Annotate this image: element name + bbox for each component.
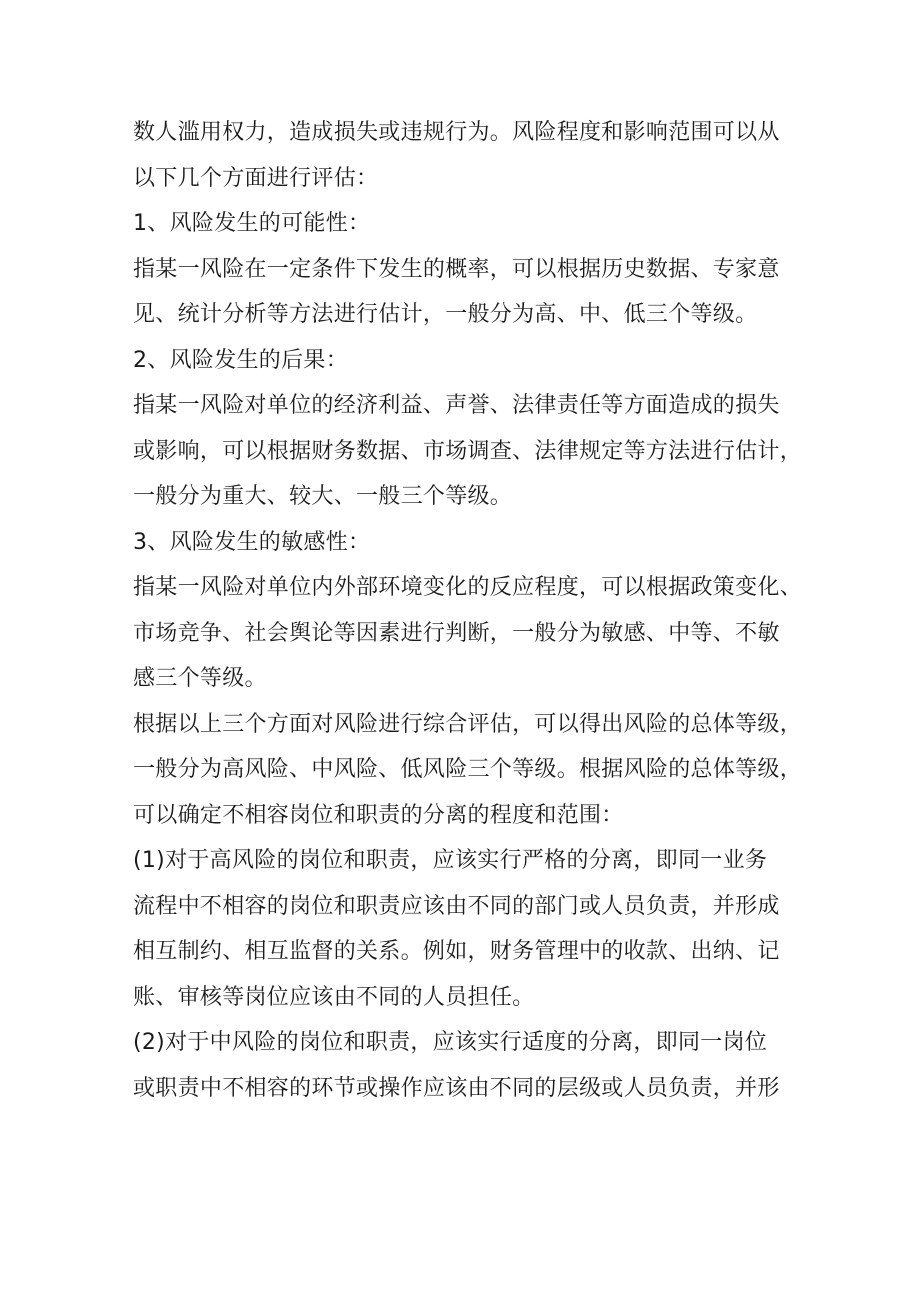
body-line: 流程中不相容的岗位和职责应该由不同的部门或人员负责，并形成 [133, 893, 780, 919]
body-line: 数人滥用权力，造成损失或违规行为。风险程度和影响范围可以从 [133, 120, 780, 145]
body-line: 以下几个方面进行评估： [133, 165, 379, 191]
body-line: 市场竞争、社会舆论等因素进行判断，一般分为敏感、中等、不敏 [133, 620, 780, 646]
body-line: 一般分为重大、较大、一般三个等级。 [133, 484, 513, 509]
body-line: 相互制约、相互监督的关系。例如，财务管理中的收款、出纳、记 [133, 939, 780, 964]
list-item-1: (1)对于高风险的岗位和职责，应该实行严格的分离，即同一业务 [133, 848, 768, 873]
section-heading-1: 1、风险发生的可能性： [133, 211, 371, 236]
section-heading-2: 2、风险发生的后果： [133, 347, 348, 373]
body-line: 或职责中不相容的环节或操作应该由不同的层级或人员负责，并形 [133, 1075, 780, 1101]
body-line: 可以确定不相容岗位和职责的分离的程度和范围： [133, 802, 624, 828]
list-item-2: (2)对于中风险的岗位和职责，应该实行适度的分离，即同一岗位 [133, 1030, 768, 1055]
document-body [133, 110, 813, 1111]
body-line: 指某一风险对单位的经济利益、声誉、法律责任等方面造成的损失 [133, 393, 780, 418]
section-heading-3: 3、风险发生的敏感性： [133, 529, 371, 555]
body-line: 指某一风险对单位内外部环境变化的反应程度，可以根据政策变化、 [133, 575, 803, 600]
body-line: 账、审核等岗位应该由不同的人员担任。 [133, 984, 535, 1010]
body-line: 感三个等级。 [133, 666, 267, 691]
body-line: 见、统计分析等方法进行估计，一般分为高、中、低三个等级。 [133, 302, 758, 327]
body-line: 一般分为高风险、中风险、低风险三个等级。根据风险的总体等级， [133, 757, 803, 782]
body-line: 指某一风险在一定条件下发生的概率，可以根据历史数据、专家意 [133, 256, 780, 282]
body-line: 或影响，可以根据财务数据、市场调查、法律规定等方法进行估计， [133, 438, 803, 464]
body-line: 根据以上三个方面对风险进行综合评估，可以得出风险的总体等级， [133, 711, 803, 737]
